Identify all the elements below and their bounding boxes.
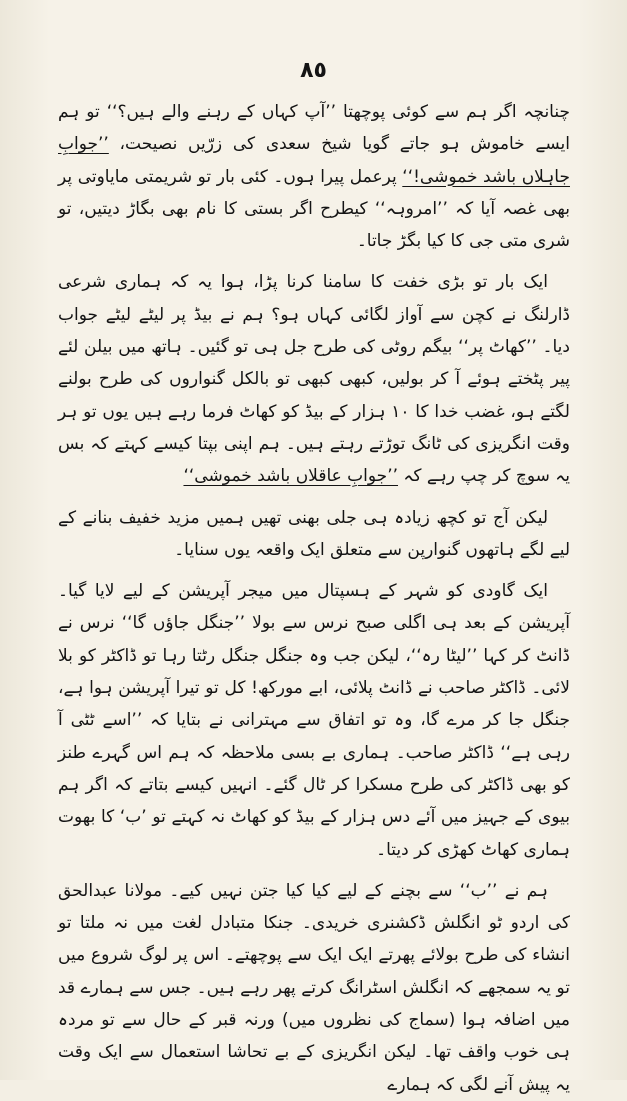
text-segment: پرعمل پیرا ہوں۔ کئی بار تو شریمتی مایاوتی پر بھی غصہ آیا کہ ’’امروہہ‘‘ کیطرح اگر بستی کا نام بھی بگاڑ دیتیں، تو شری متی جی کا کیا بگڑ جاتا۔ [58, 166, 570, 252]
underlined-quote: ’’جوابِ عاقلاں باشد خموشی‘‘ [183, 466, 399, 487]
paragraph-3 [58, 502, 570, 567]
paragraph-2 [58, 266, 570, 492]
underlined-quote: ’’جوابِ جاہلاں باشد خموشی!‘‘ [58, 134, 570, 187]
paragraph-4 [58, 575, 570, 866]
text-segment: چنانچہ اگر ہم سے کوئی پوچھتا ’’آپ کہاں کے رہنے والے ہیں؟‘‘ تو ہم ایسے خاموش ہو جاتے گویا شیخ سعدی کی زرّیں نصیحت، [58, 102, 570, 155]
text-segment: لیکن آج تو کچھ زیادہ ہی جلی بھنی تھیں ہمیں مزید خفیف بنانے کے لیے لگے ہاتھوں گنوارپن سے متعلق ایک واقعہ یوں سنایا۔ [58, 507, 570, 560]
paragraph-5 [58, 875, 570, 1101]
page-number: ٨٥ [300, 58, 327, 83]
text-segment: ایک بار تو بڑی خفت کا سامنا کرنا پڑا، ہوا یہ کہ ہماری شرعی ڈارلنگ نے کچن سے آواز لگائی کہاں ہو؟ ہم نے بیڈ پر لیٹے لیٹے جواب دیا۔ ’’کھاٹ پر‘‘ بیگم روٹی کی طرح جل ہی تو گئیں۔ ہاتھ میں بیلن لئے پیر پٹختے ہوئے آ کر بولیں، کبھی کبھی تو بالکل گنواروں کی طرح بولنے لگتے ہو، غضب خدا کا ۱۰ ہزار کے بیڈ کو کھاٹ فرما رہے ہیں یوں تو ہر وقت انگریزی کی ٹانگ توڑتے رہتے ہیں۔ ہم اپنی بپتا کیسے کہتے کہ بس یہ سوچ کر چپ رہے کہ [58, 272, 570, 487]
text-segment: ہم نے ’’ب‘‘ سے بچنے کے لیے کیا کیا جتن نہیں کیے۔ مولانا عبدالحق کی اردو ٹو انگلش ڈکشنری خریدی۔ جنکا متبادل لغت میں نہ ملتا تو انشاء کی طرح بولائے پھرتے ایک ایک سے پوچھتے۔ اس پر لوگ شروع میں تو یہ سمجھے کہ انگلش اسٹرانگ کرتے پھر رہے ہیں۔ جس سے ہمارے قد میں اضافہ ہوا (سماج کی نظروں میں) ورنہ قبر کے حال سے تو مردہ ہی خوب واقف تھا۔ لیکن انگریزی کے بے تحاشا استعمال سے ایک وقت یہ پیش آنے لگی کہ ہمارے [58, 880, 570, 1095]
paragraph-1 [58, 96, 570, 257]
text-segment: ایک گاودی کو شہر کے ہسپتال میں میجر آپریشن کے لیے لایا گیا۔ آپریشن کے بعد ہی اگلی صبح نرس سے بولا ’’جنگل جاؤں گا‘‘ نرس نے ڈانٹ کر کہا ’’لیٹا رہ‘‘، لیکن جب وہ جنگل جنگل رٹتا رہا تو ڈاکٹر کو بلا لائی۔ ڈاکٹر صاحب نے ڈانٹ پلائی، ابے مورکھ! کل تو تیرا آپریشن ہوا ہے، جنگل جا کر مرے گا، وہ تو اتفاق سے مہترانی نے بتایا کہ ’’اسے ٹٹی آ رہی ہے‘‘ ڈاکٹر صاحب۔ ہماری بے بسی ملاحظہ کہ ہم اس گہرے طنز کو بھی ڈاکٹر کی طرح مسکرا کر ٹال گئے۔ انہیں کیسے بتاتے کہ اگر ہم بیوی کے جہیز میں آئے دس ہزار کے بیڈ کو کھاٹ نہ کہتے تو ’ب‘ کا بھوت ہماری کھاٹ کھڑی کر دیتا۔ [58, 581, 570, 860]
page-text [58, 96, 570, 1095]
